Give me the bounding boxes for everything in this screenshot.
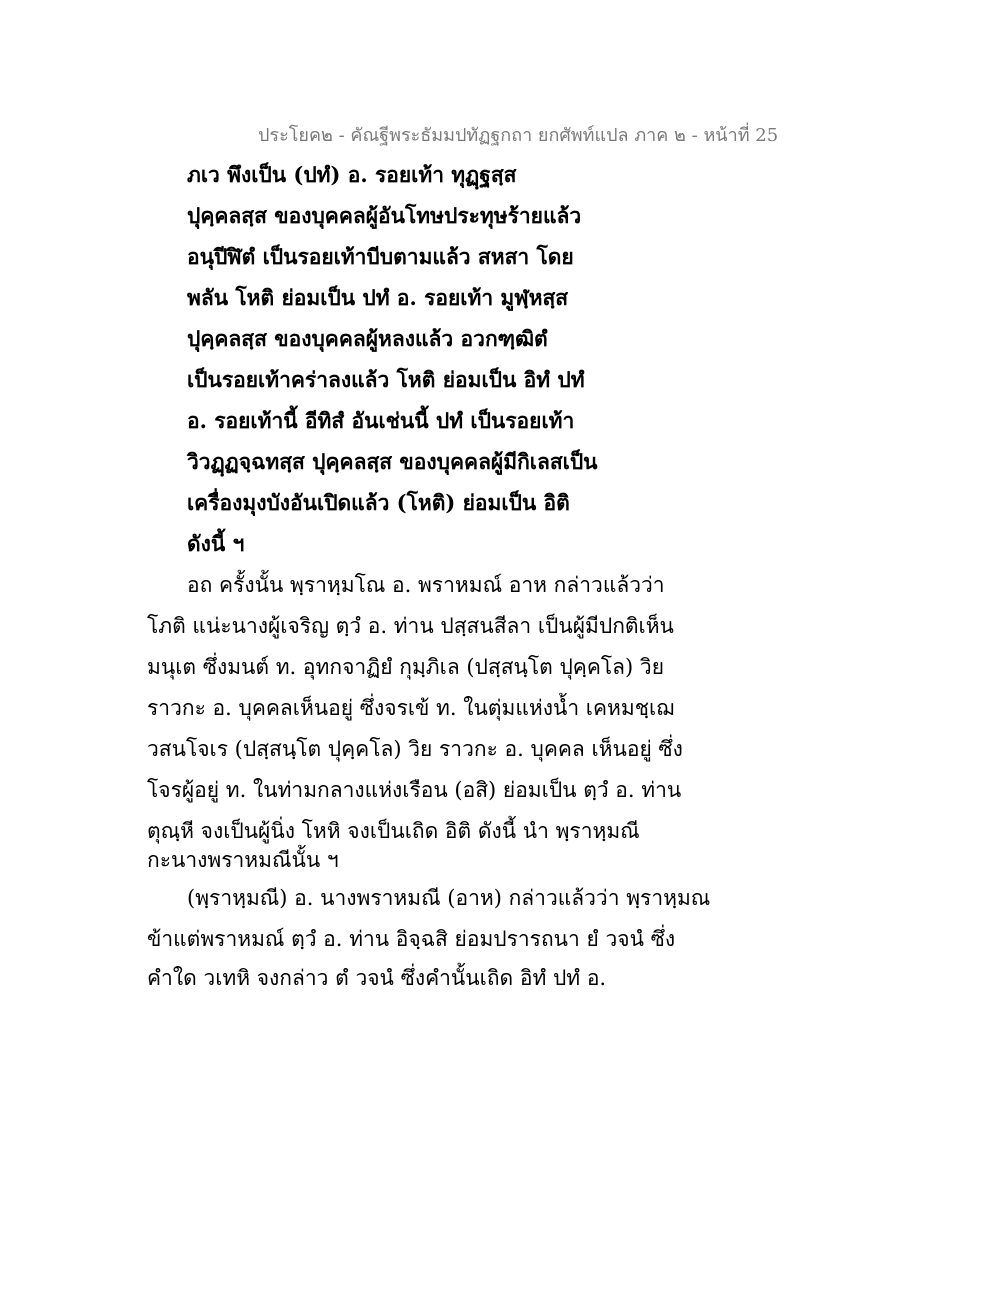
paragraph-line: โภติ แน่ะนางผู้เจริญ ตฺวํ อ. ท่าน ปสฺสนสีลา เป็นผู้มีปกติเห็น (147, 614, 674, 638)
paragraph-line: วสนโจเร (ปสฺสนฺโต ปุคฺคโล) วิย ราวกะ อ. บุคคล เห็นอยู่ ซึ่ง (147, 737, 683, 761)
verse-line: เครื่องมุงบังอันเปิดแล้ว (โหติ) ย่อมเป็น อิติ (187, 490, 570, 515)
paragraph-line: ราวกะ อ. บุคคลเห็นอยู่ ซึ่งจรเข้ ท. ในตุ่มแห่งน้ำ เคหมชฺเฌ (147, 696, 675, 720)
paragraph-line: โจรผู้อยู่ ท. ในท่ามกลางแห่งเรือน (อสิ) ย่อมเป็น ตฺวํ อ. ท่าน (147, 778, 682, 802)
page-header: ประโยค๒ - คัณฐีพระธัมมปทัฏฐกถา ยกศัพท์แปล ภาค ๒ - หน้าที่ 25 (258, 125, 779, 146)
verse-line: วิวฏฺฏจฺฉทสฺส ปุคฺคลสฺส ของบุคคลผู้มีกิเลสเป็น (187, 449, 598, 474)
paragraph-line: คำใด วเทหิ จงกล่าว ตํ วจนํ ซึ่งคำนั้นเถิด อิทํ ปทํ อ. (147, 966, 607, 990)
paragraph-line: กะนางพราหมณีนั้น ฯ (147, 848, 339, 872)
verse-line: ปุคฺคลสฺส ของบุคคลผู้หลงแล้ว อวกฑฺฒิตํ (187, 326, 548, 351)
verse-line: ปุคฺคลสฺส ของบุคคลผู้อันโทษประทุษร้ายแล้ว (187, 203, 582, 228)
verse-line: ภเว พึงเป็น (ปทํ) อ. รอยเท้า ทุฏฺฐสฺส (187, 162, 517, 187)
verse-line: พลัน โหติ ย่อมเป็น ปทํ อ. รอยเท้า มูฬฺหสฺส (187, 285, 569, 310)
verse-line: อ. รอยเท้านี้ อีทิสํ อันเช่นนี้ ปทํ เป็นรอยเท้า (187, 408, 575, 433)
verse-line: อนุปีฬิตํ เป็นรอยเท้าบีบตามแล้ว สหสา โดย (187, 244, 574, 269)
paragraph-line: ตุณฺหี จงเป็นผู้นิ่ง โหหิ จงเป็นเถิด อิติ ดังนี้ นำ พฺราหฺมณี (147, 819, 640, 843)
paragraph-line: มนุเต ซึ่งมนต์ ท. อุทกจาฏิยํ กุมฺภิเล (ปสฺสนฺโต ปุคฺคโล) วิย (147, 655, 665, 679)
verse-line: เป็นรอยเท้าคร่าลงแล้ว โหติ ย่อมเป็น อิทํ ปทํ (187, 367, 585, 392)
paragraph-line: (พฺราหฺมณี) อ. นางพราหมณี (อาห) กล่าวแล้วว่า พฺราหฺมณ (187, 886, 711, 910)
paragraph-line: ข้าแต่พราหมณ์ ตฺวํ อ. ท่าน อิจฺฉสิ ย่อมปรารถนา ยํ วจนํ ซึ่ง (147, 927, 676, 951)
paragraph-line: อถ ครั้งนั้น พฺราหฺมโณ อ. พราหมณ์ อาห กล่าวแล้วว่า (187, 573, 665, 597)
verse-line: ดังนี้ ฯ (187, 531, 245, 556)
